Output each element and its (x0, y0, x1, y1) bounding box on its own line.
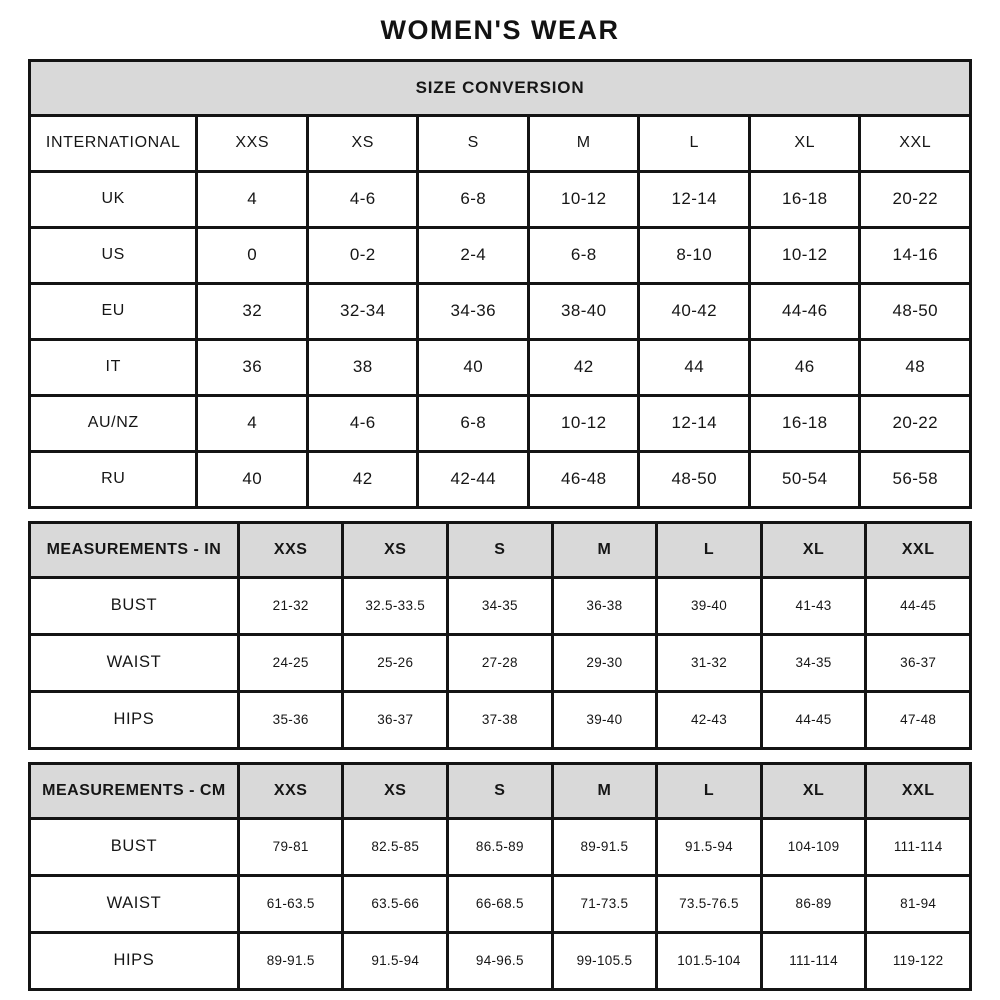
size-cell: 63.5-66 (343, 875, 448, 932)
column-header: M (552, 522, 657, 577)
table-row (30, 818, 971, 875)
size-cell: 10-12 (528, 171, 639, 227)
size-cell: 111-114 (866, 818, 971, 875)
row-label: RU (30, 451, 197, 507)
size-cell: 16-18 (749, 171, 860, 227)
table-row (30, 283, 971, 339)
size-cell: 44-46 (749, 283, 860, 339)
row-label: US (30, 227, 197, 283)
size-cell: 41-43 (761, 577, 866, 634)
size-cell: 86.5-89 (448, 818, 553, 875)
size-cell: 10-12 (528, 395, 639, 451)
size-cell: 2-4 (418, 227, 529, 283)
size-cell: 34-36 (418, 283, 529, 339)
size-cell: 61-63.5 (238, 875, 343, 932)
column-header: XXS (197, 115, 308, 171)
size-cell: 31-32 (657, 634, 762, 691)
column-header: INTERNATIONAL (30, 115, 197, 171)
size-cell: 40 (197, 451, 308, 507)
size-cell: 21-32 (238, 577, 343, 634)
size-cell: 46-48 (528, 451, 639, 507)
size-cell: 66-68.5 (448, 875, 553, 932)
size-cell: 4-6 (307, 171, 418, 227)
row-label: IT (30, 339, 197, 395)
table-row (30, 395, 971, 451)
size-cell: 81-94 (866, 875, 971, 932)
column-header: L (639, 115, 750, 171)
size-cell: 42 (307, 451, 418, 507)
row-label: WAIST (30, 875, 239, 932)
column-header: XXS (238, 522, 343, 577)
column-header: M (528, 115, 639, 171)
size-cell: 24-25 (238, 634, 343, 691)
size-cell: 38-40 (528, 283, 639, 339)
size-cell: 104-109 (761, 818, 866, 875)
size-cell: 73.5-76.5 (657, 875, 762, 932)
column-header: S (448, 763, 553, 818)
size-conversion-table (28, 59, 972, 509)
size-cell: 4-6 (307, 395, 418, 451)
size-cell: 25-26 (343, 634, 448, 691)
size-cell: 44-45 (761, 691, 866, 748)
header-row (30, 522, 971, 577)
size-cell: 56-58 (860, 451, 971, 507)
table-row (30, 451, 971, 507)
size-cell: 39-40 (657, 577, 762, 634)
size-cell: 4 (197, 171, 308, 227)
column-header: XS (343, 763, 448, 818)
column-header: L (657, 763, 762, 818)
size-cell: 79-81 (238, 818, 343, 875)
size-cell: 99-105.5 (552, 932, 657, 989)
column-header: XXL (860, 115, 971, 171)
size-cell: 32.5-33.5 (343, 577, 448, 634)
column-header: S (448, 522, 553, 577)
column-header: XXL (866, 522, 971, 577)
column-header: L (657, 522, 762, 577)
size-cell: 12-14 (639, 171, 750, 227)
size-cell: 0 (197, 227, 308, 283)
size-cell: 40-42 (639, 283, 750, 339)
table-title: MEASUREMENTS - CM (30, 763, 239, 818)
size-cell: 42-43 (657, 691, 762, 748)
table-row (30, 227, 971, 283)
size-cell: 4 (197, 395, 308, 451)
row-label: HIPS (30, 932, 239, 989)
size-cell: 27-28 (448, 634, 553, 691)
size-cell: 8-10 (639, 227, 750, 283)
size-cell: 119-122 (866, 932, 971, 989)
column-header: XS (307, 115, 418, 171)
size-cell: 32 (197, 283, 308, 339)
size-cell: 29-30 (552, 634, 657, 691)
table-title: SIZE CONVERSION (30, 60, 971, 115)
size-cell: 48-50 (639, 451, 750, 507)
table-row (30, 577, 971, 634)
row-label: BUST (30, 818, 239, 875)
size-cell: 6-8 (418, 395, 529, 451)
table-row (30, 634, 971, 691)
row-label: BUST (30, 577, 239, 634)
size-cell: 42-44 (418, 451, 529, 507)
size-cell: 34-35 (448, 577, 553, 634)
size-cell: 89-91.5 (552, 818, 657, 875)
size-cell: 39-40 (552, 691, 657, 748)
size-cell: 42 (528, 339, 639, 395)
size-cell: 44 (639, 339, 750, 395)
row-label: EU (30, 283, 197, 339)
size-cell: 20-22 (860, 395, 971, 451)
size-cell: 50-54 (749, 451, 860, 507)
size-cell: 89-91.5 (238, 932, 343, 989)
size-cell: 36-37 (866, 634, 971, 691)
size-cell: 36 (197, 339, 308, 395)
table-row (30, 691, 971, 748)
banner-row (30, 60, 971, 115)
size-cell: 38 (307, 339, 418, 395)
size-cell: 48-50 (860, 283, 971, 339)
table-row (30, 171, 971, 227)
row-label: HIPS (30, 691, 239, 748)
row-label: UK (30, 171, 197, 227)
size-cell: 14-16 (860, 227, 971, 283)
measurements-cm-table (28, 762, 972, 991)
size-cell: 10-12 (749, 227, 860, 283)
column-header: M (552, 763, 657, 818)
column-header: XL (749, 115, 860, 171)
measurements-in-table (28, 521, 972, 750)
column-header: XXL (866, 763, 971, 818)
page-title: WOMEN'S WEAR (380, 15, 620, 45)
size-cell: 101.5-104 (657, 932, 762, 989)
size-cell: 40 (418, 339, 529, 395)
column-header: XXS (238, 763, 343, 818)
size-cell: 20-22 (860, 171, 971, 227)
column-header: S (418, 115, 529, 171)
size-cell: 91.5-94 (343, 932, 448, 989)
size-cell: 46 (749, 339, 860, 395)
table-row (30, 339, 971, 395)
size-cell: 6-8 (418, 171, 529, 227)
size-cell: 36-38 (552, 577, 657, 634)
size-cell: 34-35 (761, 634, 866, 691)
size-cell: 111-114 (761, 932, 866, 989)
size-cell: 86-89 (761, 875, 866, 932)
size-cell: 12-14 (639, 395, 750, 451)
size-cell: 47-48 (866, 691, 971, 748)
size-cell: 35-36 (238, 691, 343, 748)
row-label: AU/NZ (30, 395, 197, 451)
size-cell: 0-2 (307, 227, 418, 283)
size-cell: 36-37 (343, 691, 448, 748)
table-row (30, 932, 971, 989)
size-cell: 44-45 (866, 577, 971, 634)
table-row (30, 875, 971, 932)
size-cell: 16-18 (749, 395, 860, 451)
table-title: MEASUREMENTS - IN (30, 522, 239, 577)
size-cell: 94-96.5 (448, 932, 553, 989)
size-cell: 32-34 (307, 283, 418, 339)
size-cell: 6-8 (528, 227, 639, 283)
column-header: XL (761, 763, 866, 818)
header-row (30, 763, 971, 818)
size-cell: 91.5-94 (657, 818, 762, 875)
column-header: XS (343, 522, 448, 577)
size-cell: 71-73.5 (552, 875, 657, 932)
column-header: XL (761, 522, 866, 577)
size-cell: 48 (860, 339, 971, 395)
size-cell: 82.5-85 (343, 818, 448, 875)
header-row (30, 115, 971, 171)
size-cell: 37-38 (448, 691, 553, 748)
row-label: WAIST (30, 634, 239, 691)
